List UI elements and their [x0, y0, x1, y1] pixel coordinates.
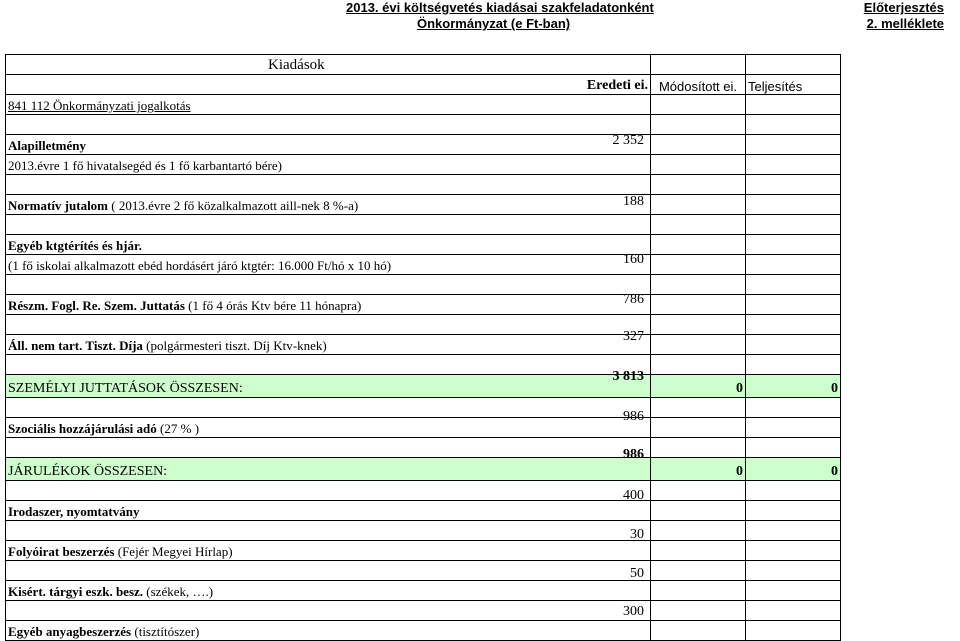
value-alapilletmeny: 2 352: [612, 133, 644, 148]
table-row: Áll. nem tart. Tiszt. Díja (polgármesteri tiszt. Díj Ktv-knek): [6, 335, 841, 355]
total-row-personnel: SZEMÉLYI JUTTATÁSOK ÖSSZESEN: 0 0: [6, 375, 841, 398]
value-egyeb-anyag: 300: [623, 604, 644, 619]
table-row: Folyóirat beszerzés (Fejér Megyei Hírlap): [6, 541, 841, 561]
doc-subtitle: Önkormányzat (e Ft-ban): [417, 16, 571, 31]
table-row: 2013.évre 1 fő hivatalsegéd és 1 fő karbantartó bére): [6, 155, 841, 175]
table-row: (1 fő iskolai alkalmazott ebéd hordásért járó ktgtér: 16.000 Ft/hó x 10 hó): [6, 255, 841, 275]
table-row: Egyéb ktgtérítés és hjár.: [6, 235, 841, 255]
value-egyeb: 160: [623, 252, 644, 267]
value-szocialis: 986: [623, 409, 644, 424]
value-irodaszer: 400: [623, 488, 644, 503]
section-title: Kiadások: [6, 55, 651, 75]
table-row: Irodaszer, nyomtatvány: [6, 501, 841, 521]
section-header-row: [6, 55, 841, 75]
table-row: Alapilletmény: [6, 135, 841, 155]
table-row: Részm. Fogl. Re. Szem. Juttatás (1 fő 4 órás Ktv bére 11 hónapra): [6, 295, 841, 315]
annex-label: 2. melléklete: [866, 16, 944, 31]
table-row: Kisért. tárgyi eszk. besz. (székek, ….): [6, 581, 841, 601]
doc-title: 2013. évi költségvetés kiadásai szakfeladatonként: [346, 0, 654, 15]
unit-code: 841 112 Önkormányzati jogalkotás: [6, 95, 651, 115]
value-szemelyi-total: 3 813: [612, 369, 644, 384]
value-folyoirat: 30: [630, 527, 644, 542]
column-header-row: [6, 75, 841, 95]
value-all: 327: [623, 329, 644, 344]
table-row: Normatív jutalom ( 2013.évre 2 fő közalkalmazott aill-nek 8 %-a): [6, 195, 841, 215]
value-reszm: 786: [623, 292, 644, 307]
table-row: Szociális hozzájárulási adó (27 % ): [6, 418, 841, 438]
col-original: Eredeti ei.: [6, 75, 651, 95]
col-performance: Teljesítés: [746, 75, 841, 95]
unit-row: [6, 95, 841, 115]
status-label: Előterjesztés: [863, 0, 944, 15]
value-jarulekok-total: 986: [623, 447, 644, 462]
col-modified: Módosított ei.: [651, 75, 746, 95]
value-kisert: 50: [630, 566, 644, 581]
table-row: Egyéb anyagbeszerzés (tisztítószer): [6, 621, 841, 641]
total-row-contributions: JÁRULÉKOK ÖSSZESEN: 0 0: [6, 458, 841, 481]
value-normativ: 188: [623, 194, 644, 209]
budget-table: [5, 54, 841, 641]
